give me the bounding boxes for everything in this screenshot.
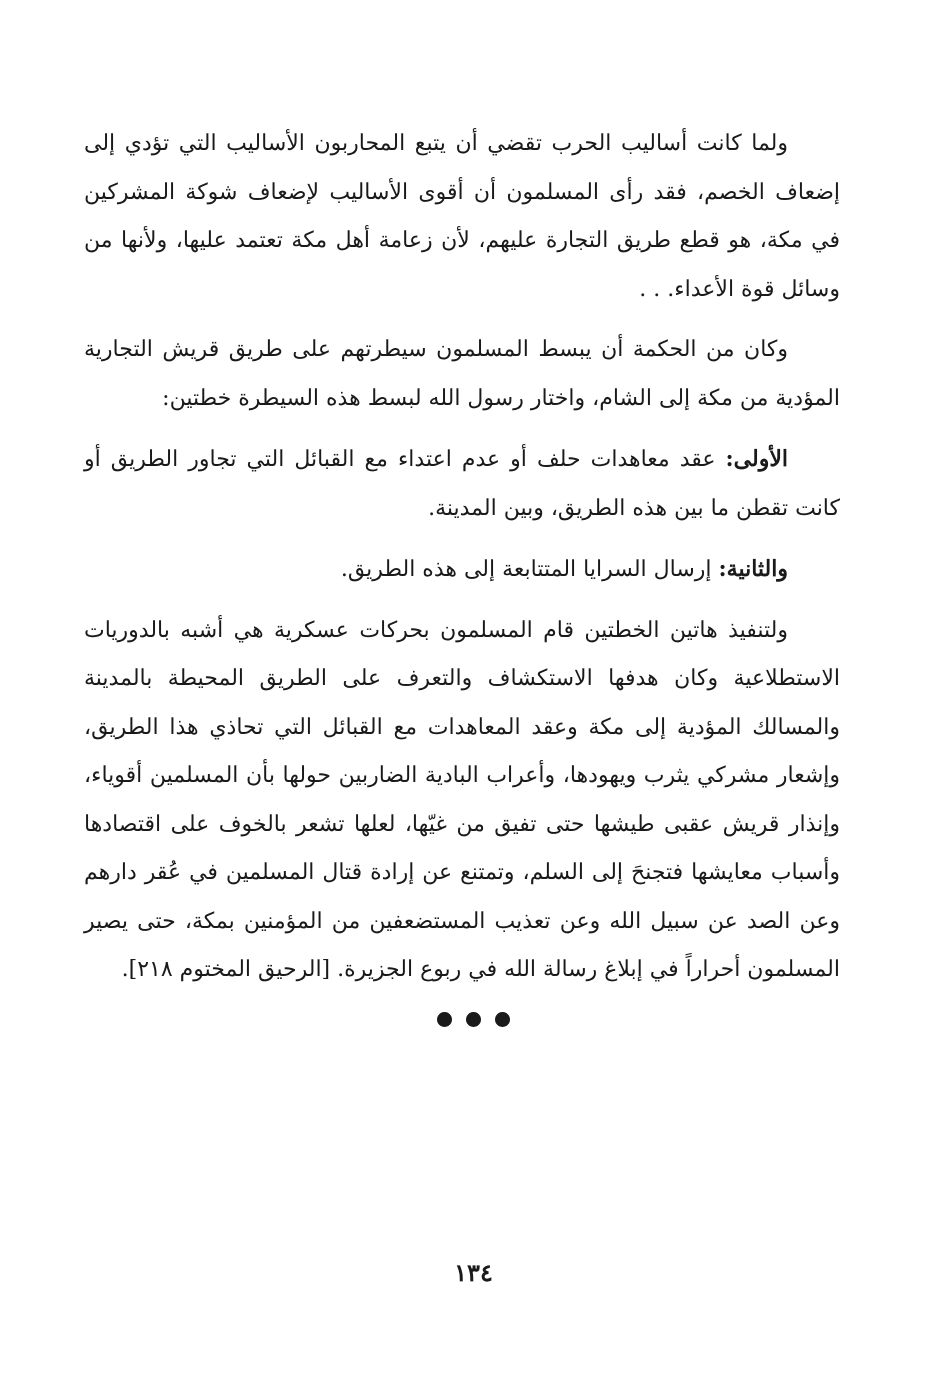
separator-dot-icon bbox=[466, 1012, 481, 1027]
paragraph-2: وكان من الحكمة أن يبسط المسلمون سيطرتهم على طريق قريش التجارية المؤدية من مكة إلى الشام، واختار رسول الله لبسط هذه السيطرة خطتين: bbox=[84, 337, 840, 411]
second-plan-text: إرسال السرايا المتتابعة إلى هذه الطريق. bbox=[340, 557, 712, 582]
first-plan-term: الأولى: bbox=[725, 446, 788, 472]
paragraph-5: ولتنفيذ هاتين الخطتين قام المسلمون بحركات عسكرية هي أشبه بالدوريات الاستطلاعية وكان هدفها الاستكشاف والتعرف على الطريق المحيطة بالمدينة والمسالك المؤدية إلى مكة وعقد المعاهدات مع القبائل التي تحاذي هذا الطريق، وإشعار مشركي يثرب ويهودها، وأعراب البادية الضاربين حولها بأن المسلمين أقوياء، وإنذار قريش عقبى طيشها حتى تفيق من غيّها، لعلها تشعر بالخوف على اقتصادها وأسباب معايشها فتجنحَ إلى السلم، وتمتنع عن إرادة قتال المسلمين في عُقر دارهم وعن الصد عن سبيل الله وعن تعذيب المستضعفين من المؤمنين بمكة، حتى يصير المسلمون أحراراً في إبلاغ رسالة الله في ربوع الجزيرة. [الرحيق المختوم ٢١٨]. bbox=[84, 617, 840, 982]
page-number: ١٣٤ bbox=[454, 1258, 493, 1287]
first-plan-text: عقد معاهدات حلف أو عدم اعتداء مع القبائل التي تجاور الطريق أو كانت تقطن ما بين هذه الطريق، وبين المدينة. bbox=[84, 447, 840, 521]
paragraph-4 bbox=[84, 545, 840, 595]
body-text bbox=[84, 120, 840, 995]
paragraph-3 bbox=[84, 435, 840, 533]
paragraph-1: ولما كانت أساليب الحرب تقضي أن يتبع المحاربون الأساليب التي تؤدي إلى إضعاف الخصم، فقد رأى المسلمون أن أقوى الأساليب لإضعاف شوكة المشركين في مكة، هو قطع طريق التجارة عليهم، لأن زعامة أهل مكة تعتمد عليها، ولأنها من وسائل قوة الأعداء. . . bbox=[84, 131, 840, 302]
separator-dot-icon bbox=[495, 1012, 510, 1027]
second-plan-term: والثانية: bbox=[718, 556, 788, 582]
separator-dot-icon bbox=[437, 1012, 452, 1027]
section-separator bbox=[0, 1012, 947, 1031]
